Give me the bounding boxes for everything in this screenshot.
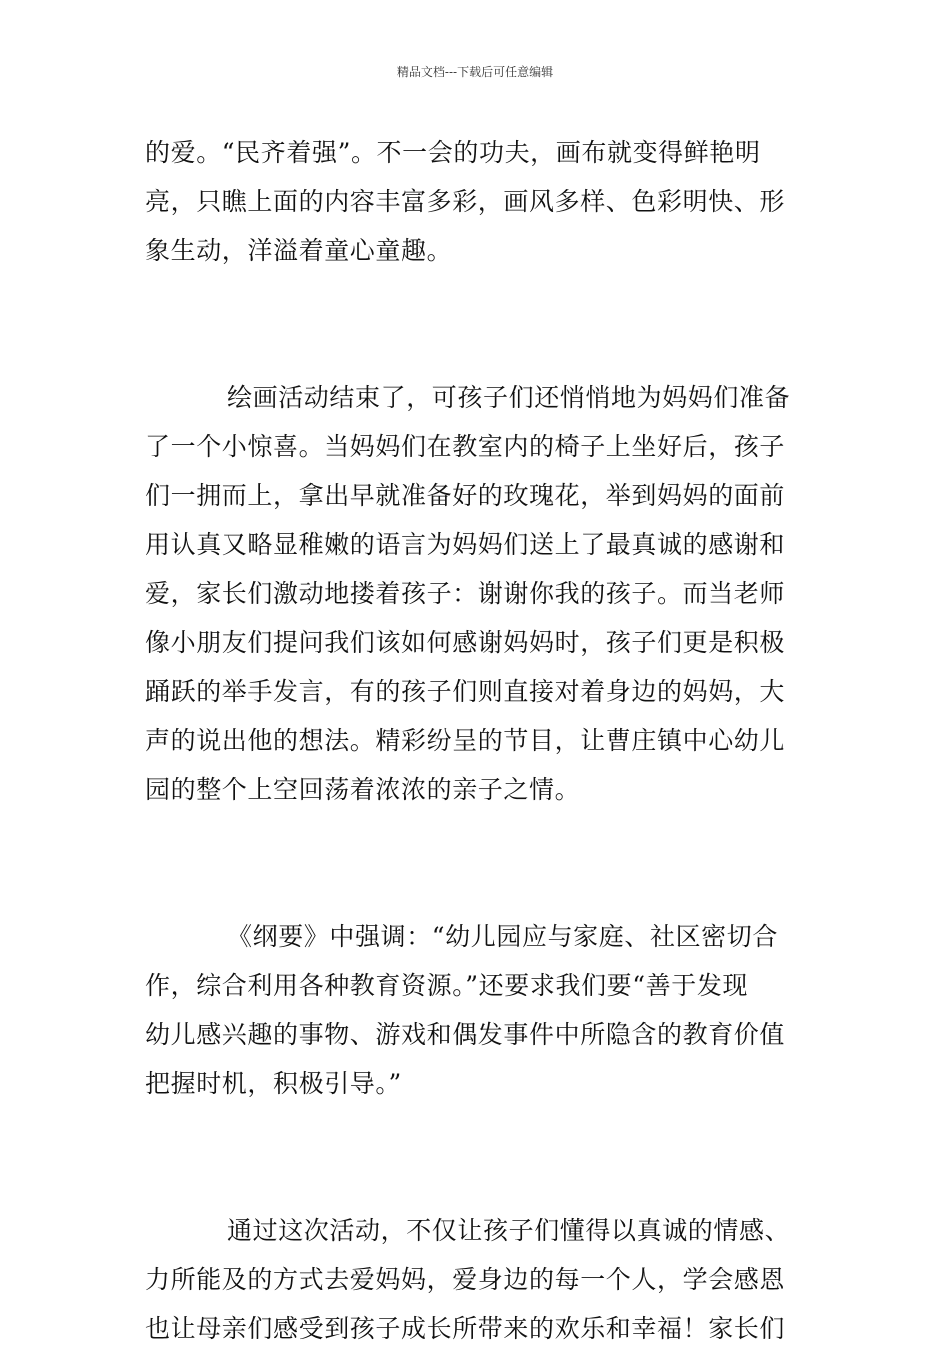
text-line: 把握时机，积极引导。” xyxy=(145,1069,402,1098)
text-line: 园的整个上空回荡着浓浓的亲子之情。 xyxy=(145,775,581,804)
paragraph-4 xyxy=(145,1206,807,1353)
text-line: 也让母亲们感受到孩子成长所带来的欢乐和幸福！家长们 xyxy=(145,1314,786,1343)
text-line: 作，综合利用各种教育资源。”还要求我们要“善于发现 xyxy=(145,971,749,1000)
text-line: 《纲要》中强调：“幼儿园应与家庭、社区密切合 xyxy=(227,922,778,951)
paragraph-1 xyxy=(145,128,807,275)
text-line: 幼儿感兴趣的事物、游戏和偶发事件中所隐含的教育价值 xyxy=(145,1020,786,1049)
paragraph-2 xyxy=(145,373,807,814)
text-line: 象生动，洋溢着童心童趣。 xyxy=(145,236,453,265)
text-line: 像小朋友们提问我们该如何感谢妈妈时，孩子们更是积极 xyxy=(145,628,786,657)
text-line: 的爱。“民齐着强”。不一会的功夫，画布就变得鲜艳明 xyxy=(145,138,761,167)
page-header: 精品文档---下载后可任意编辑 xyxy=(396,65,554,79)
text-line: 用认真又略显稚嫩的语言为妈妈们送上了最真诚的感谢和 xyxy=(145,530,786,559)
paragraph-3 xyxy=(145,912,807,1108)
text-line: 踊跃的举手发言，有的孩子们则直接对着身边的妈妈，大 xyxy=(145,677,786,706)
text-line: 爱，家长们激动地搂着孩子：谢谢你我的孩子。而当老师 xyxy=(145,579,786,608)
text-line: 声的说出他的想法。精彩纷呈的节目，让曹庄镇中心幼儿 xyxy=(145,726,786,755)
text-line: 了一个小惊喜。当妈妈们在教室内的椅子上坐好后，孩子 xyxy=(145,432,786,461)
text-line: 力所能及的方式去爱妈妈，爱身边的每一个人，学会感恩 xyxy=(145,1265,786,1294)
text-line: 亮，只瞧上面的内容丰富多彩，画风多样、色彩明快、形 xyxy=(145,187,786,216)
text-line: 通过这次活动，不仅让孩子们懂得以真诚的情感、 xyxy=(227,1216,791,1245)
document-body xyxy=(145,128,807,1353)
text-line: 绘画活动结束了，可孩子们还悄悄地为妈妈们准备 xyxy=(227,383,791,412)
text-line: 们一拥而上，拿出早就准备好的玫瑰花，举到妈妈的面前 xyxy=(145,481,786,510)
